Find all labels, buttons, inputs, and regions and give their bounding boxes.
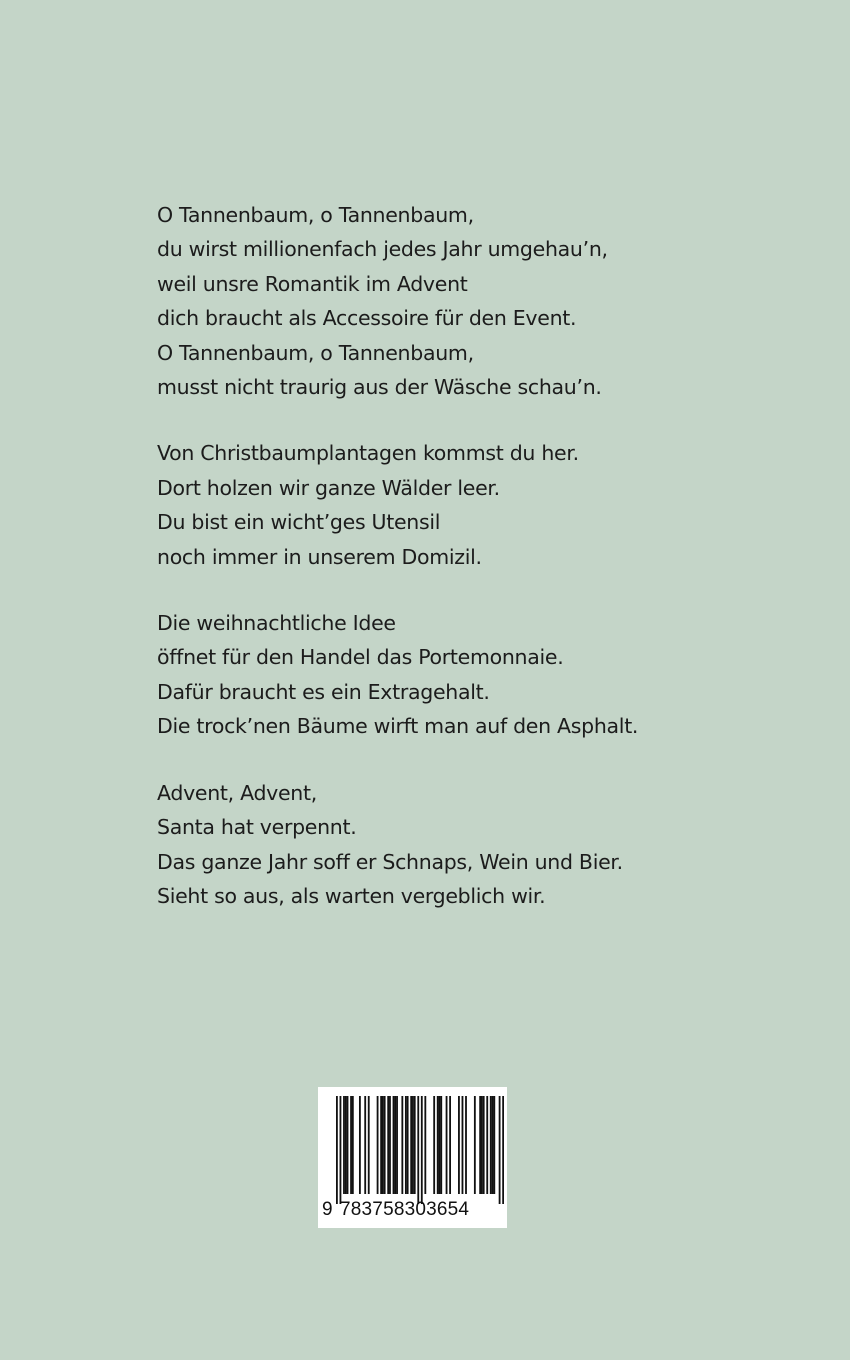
barcode-bar: [359, 1096, 361, 1194]
stanza-4: [157, 776, 837, 914]
barcode-bar: [412, 1096, 414, 1194]
barcode-bar: [483, 1096, 485, 1194]
barcode-bar: [393, 1096, 395, 1194]
barcode-bar: [424, 1096, 426, 1194]
poem-line: musst nicht traurig aus der Wäsche schau’n.: [157, 375, 602, 400]
barcode-bar: [490, 1096, 492, 1194]
barcode-bar: [481, 1096, 483, 1194]
poem-line: O Tannenbaum, o Tannenbaum,: [157, 203, 474, 227]
poem-line: Advent, Advent,: [157, 780, 317, 805]
barcode-bar: [345, 1096, 347, 1194]
barcode-bar: [377, 1096, 379, 1194]
barcode-digits: 783758303654: [340, 1199, 470, 1220]
barcode-bar: [414, 1096, 416, 1194]
barcode-bar: [347, 1096, 349, 1194]
isbn-barcode: [318, 1087, 507, 1228]
barcode-bar: [486, 1096, 488, 1194]
barcode-bar: [368, 1096, 370, 1194]
barcode-bar: [474, 1096, 476, 1194]
stanza-1: [157, 198, 837, 404]
barcode-bar: [384, 1096, 386, 1194]
poem-line: Du bist ein wicht’ges Utensil: [157, 510, 441, 535]
barcode-guard-bar: [502, 1096, 504, 1204]
barcode-bar: [380, 1096, 382, 1194]
barcode-bar: [439, 1096, 441, 1194]
barcode-bars: [336, 1096, 504, 1204]
barcode-bar: [479, 1096, 481, 1194]
barcode-bar: [492, 1096, 494, 1194]
barcode-bar: [382, 1096, 384, 1194]
stanza-2: [157, 436, 837, 574]
poem-line: Von Christbaumplantagen kommst du her.: [157, 441, 579, 466]
poem-line: noch immer in unserem Domizil.: [157, 544, 482, 569]
barcode-bar: [458, 1096, 460, 1194]
barcode-guard-bar: [417, 1096, 419, 1204]
barcode-bar: [465, 1096, 467, 1194]
poem-line: weil unsre Romantik im Advent: [157, 271, 468, 296]
barcode-first-digit: 9: [322, 1199, 333, 1220]
poem-line: Das ganze Jahr soff er Schnaps, Wein und Bier.: [157, 849, 623, 874]
barcode-bar: [493, 1096, 495, 1194]
barcode-bar: [352, 1096, 354, 1194]
poem-line: O Tannenbaum, o Tannenbaum,: [157, 340, 474, 365]
poem-line: dich braucht als Accessoire für den Event.: [157, 306, 577, 331]
poem-line: Sieht so aus, als warten vergeblich wir.: [157, 883, 546, 908]
barcode-number: [318, 1199, 507, 1225]
barcode-bar: [437, 1096, 439, 1194]
barcode-bar: [407, 1096, 409, 1194]
barcode-bar: [462, 1096, 464, 1194]
barcode-bar: [389, 1096, 391, 1194]
poem-line: Dort holzen wir ganze Wälder leer.: [157, 475, 500, 500]
barcode-guard-bar: [340, 1096, 342, 1204]
barcode-bar: [387, 1096, 389, 1194]
barcode-bar: [401, 1096, 403, 1194]
poem-line: Die weihnachtliche Idee: [157, 611, 396, 636]
poem-line: Santa hat verpennt.: [157, 815, 357, 840]
barcode-bar: [396, 1096, 398, 1194]
stanza-3: [157, 606, 837, 744]
barcode-bar: [449, 1096, 451, 1194]
barcode-bar: [350, 1096, 352, 1194]
barcode-guard-bar: [421, 1096, 423, 1204]
barcode-bar: [394, 1096, 396, 1194]
barcode-bar: [446, 1096, 448, 1194]
poem-line: du wirst millionenfach jedes Jahr umgehau’n,: [157, 237, 608, 262]
barcode-bar: [440, 1096, 442, 1194]
barcode-bar: [405, 1096, 407, 1194]
poem-line: öffnet für den Handel das Portemonnaie.: [157, 645, 564, 670]
barcode-bar: [343, 1096, 345, 1194]
poem: [157, 198, 837, 945]
barcode-guard-bar: [499, 1096, 501, 1204]
barcode-bar: [410, 1096, 412, 1194]
poem-line: Dafür braucht es ein Extragehalt.: [157, 679, 490, 704]
barcode-bar: [433, 1096, 435, 1194]
barcode-bar: [364, 1096, 366, 1194]
barcode-guard-bar: [336, 1096, 338, 1204]
poem-line: Die trock’nen Bäume wirft man auf den Asphalt.: [157, 714, 639, 739]
